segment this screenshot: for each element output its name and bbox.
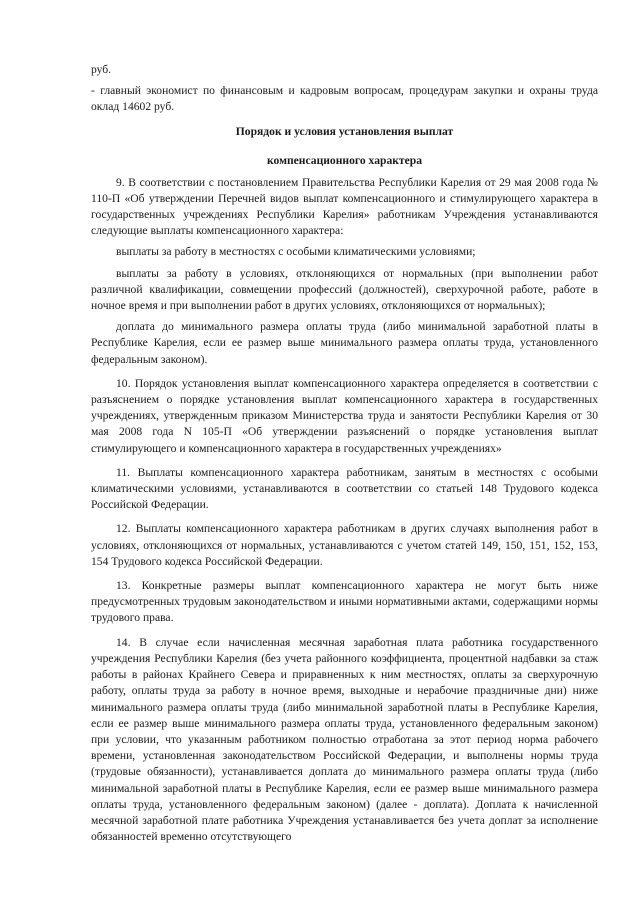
section-heading-line2: компенсационного характера — [266, 153, 423, 167]
paragraph-continuation: руб. — [91, 63, 112, 76]
paragraph-11: 11. Выплаты компенсационного характера работникам, занятым в местностях с особыми климатическими условиями, устанавливаются в соответствии со статьей 148 Трудового кодекса Российской Федерации. — [91, 465, 598, 512]
paragraph-13: 13. Конкретные размеры выплат компенсационного характера не могут быть ниже предусмотренных трудовым законодательством и иными нормативными актами, содержащими нормы трудового права. — [91, 579, 598, 625]
paragraph-14: 14. В случае если начисленная месячная заработная плата работника государственного учреждения Республики Карелия (без учета районного коэффициента, процентной надбавки за стаж работы в районах Крайнего Севера и приравненных к ним местностях, оплаты за сверхурочную работу, оплаты труда за работу в ночное время, выходные и нерабочие праздничные дни) ниже минимального размера оплаты труда (либо минимальной заработной платы в Республике Карелия, если ее размер выше минимального размера оплаты труда, установленного федеральным законом) при условии, что указанным работником полностью отработана за этот период норма рабочего времени, установленная законодательством Российской Федерации, и выполнены нормы труда (трудовые обязанности), устанавливается доплата до минимального размера оплаты труда (либо минимальной заработной платы в Республике Карелия, если ее размер выше минимального размера оплаты труда, установленного федеральным законом) (далее - доплата). Доплата к начисленной месячной заработной плате работника Учреждения устанавливается без учета доплат за исполнение обязанностей временно отсутствующего — [91, 635, 598, 844]
paragraph-9-item-climate: выплаты за работу в местностях с особыми климатическими условиями; — [116, 245, 476, 259]
paragraph-9: 9. В соответствии с постановлением Правительства Республики Карелия от 29 мая 2008 года № 110-П «Об утверждении Перечней видов выплат компенсационного и стимулирующего характера в государственных учреждениях Республики Карелия» работникам Учреждения устанавливаются следующие выплаты компенсационного характера: — [91, 175, 598, 238]
paragraph-chief-economist: - главный экономист по финансовым и кадровым вопросам, процедурам закупки и охраны труда оклад 14602 руб. — [91, 84, 598, 114]
paragraph-12: 12. Выплаты компенсационного характера работникам в других случаях выполнения работ в условиях, отклоняющихся от нормальных, устанавливаются с учетом статей 149, 150, 151, 152, 153, 154 Трудового кодекса Российской Федерации. — [91, 522, 598, 568]
document-page — [91, 62, 598, 850]
paragraph-9-item-conditions: выплаты за работу в условиях, отклоняющихся от нормальных (при выполнении работ различной квалификации, совмещении профессий (должностей), сверхурочной работе, работе в ночное время и при выполнении работ в других условиях, отклоняющихся от нормальных); — [91, 266, 598, 313]
section-heading — [91, 123, 598, 169]
section-heading-line1: Порядок и условия установления выплат — [235, 124, 454, 138]
paragraph-9-item-minimum-wage: доплата до минимального размера оплаты труда (либо минимальной заработной платы в Республике Карелия, если ее размер выше минимального размера оплаты труда, установленного федеральным законом). — [91, 320, 598, 366]
paragraph-10: 10. Порядок установления выплат компенсационного характера определяется в соответствии с разъяснением о порядке установления выплат компенсационного характера в государственных учреждениях, утвержденным приказом Министерства труда и занятости Республики Карелия от 30 мая 2008 года N 105-П «Об утверждении разъяснений о порядке установления выплат стимулирующего и компенсационного характера в государственных учреждениях» — [91, 376, 598, 455]
